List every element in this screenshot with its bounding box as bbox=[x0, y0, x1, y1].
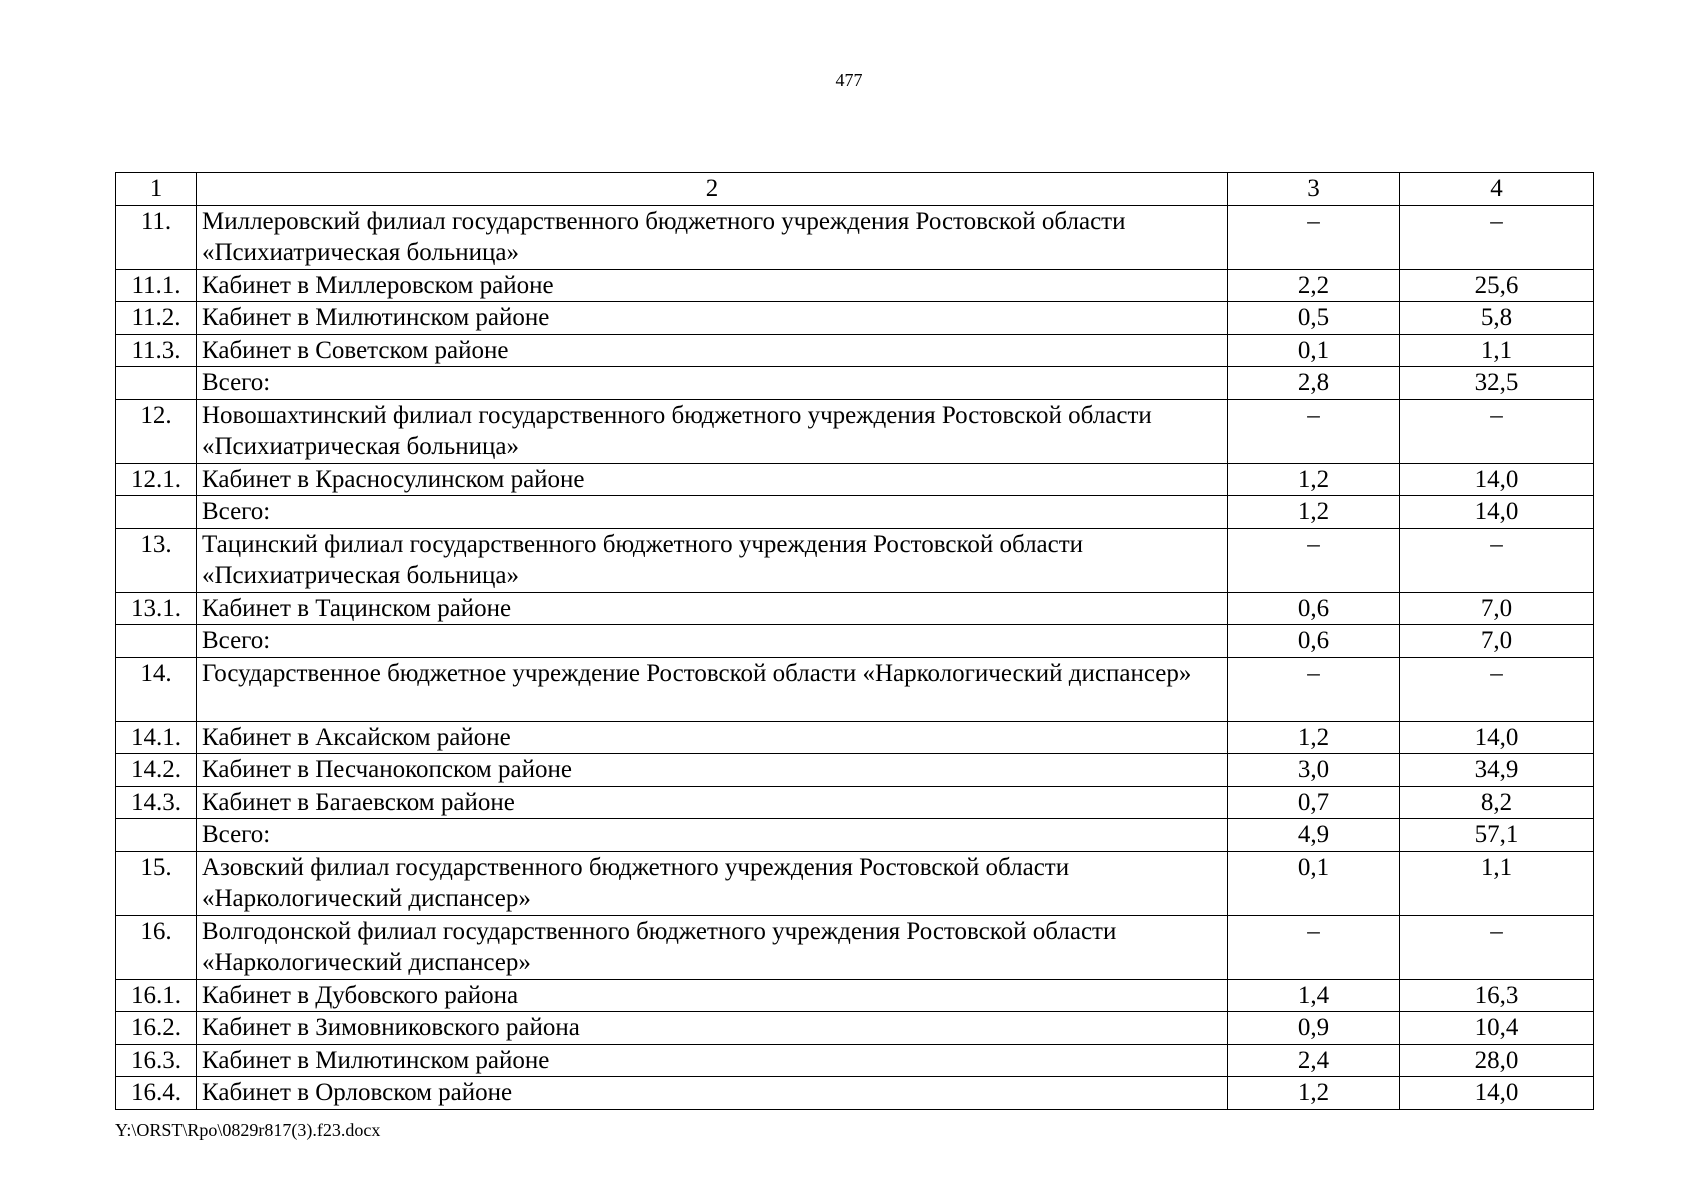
row-value-col3-cell: – bbox=[1228, 399, 1400, 463]
row-value-col4-cell: 25,6 bbox=[1400, 269, 1594, 302]
table-row bbox=[116, 1077, 1594, 1110]
table-row bbox=[116, 979, 1594, 1012]
row-value-col3-cell: 2,8 bbox=[1228, 367, 1400, 400]
row-number-cell: 16.2. bbox=[116, 1012, 197, 1045]
row-name-cell: Всего: bbox=[197, 819, 1228, 852]
header-cell-2: 2 bbox=[197, 173, 1228, 206]
row-value-col4-cell: 14,0 bbox=[1400, 463, 1594, 496]
table-row bbox=[116, 334, 1594, 367]
row-name-cell: Кабинет в Милютинском районе bbox=[197, 1044, 1228, 1077]
row-value-col4-cell: 7,0 bbox=[1400, 625, 1594, 658]
data-table bbox=[115, 172, 1594, 1110]
row-name-cell: Миллеровский филиал государственного бюджетного учреждения Ростовской области «Психиатрическая больница» bbox=[197, 205, 1228, 269]
table-row bbox=[116, 496, 1594, 529]
row-value-col3-cell: – bbox=[1228, 915, 1400, 979]
row-value-col3-cell: 2,2 bbox=[1228, 269, 1400, 302]
row-number-cell: 14.1. bbox=[116, 721, 197, 754]
table-row bbox=[116, 302, 1594, 335]
row-name-cell: Кабинет в Миллеровском районе bbox=[197, 269, 1228, 302]
table-body bbox=[116, 205, 1594, 1109]
table-row bbox=[116, 851, 1594, 915]
row-name-cell: Кабинет в Милютинском районе bbox=[197, 302, 1228, 335]
row-value-col4-cell: 14,0 bbox=[1400, 496, 1594, 529]
table-row bbox=[116, 786, 1594, 819]
row-number-cell: 12. bbox=[116, 399, 197, 463]
row-value-col3-cell: 2,4 bbox=[1228, 1044, 1400, 1077]
row-number-cell: 11.3. bbox=[116, 334, 197, 367]
row-number-cell: 16.4. bbox=[116, 1077, 197, 1110]
row-number-cell: 13. bbox=[116, 528, 197, 592]
row-name-cell: Волгодонской филиал государственного бюджетного учреждения Ростовской области «Наркологический диспансер» bbox=[197, 915, 1228, 979]
row-number-cell bbox=[116, 819, 197, 852]
row-value-col4-cell: 10,4 bbox=[1400, 1012, 1594, 1045]
row-name-cell: Всего: bbox=[197, 625, 1228, 658]
row-value-col3-cell: 0,1 bbox=[1228, 851, 1400, 915]
row-value-col3-cell: 4,9 bbox=[1228, 819, 1400, 852]
table-row bbox=[116, 463, 1594, 496]
row-value-col4-cell: 7,0 bbox=[1400, 592, 1594, 625]
row-number-cell: 16. bbox=[116, 915, 197, 979]
header-cell-3: 3 bbox=[1228, 173, 1400, 206]
row-value-col3-cell: 0,6 bbox=[1228, 592, 1400, 625]
row-value-col3-cell: 0,6 bbox=[1228, 625, 1400, 658]
row-number-cell: 15. bbox=[116, 851, 197, 915]
row-number-cell: 11.2. bbox=[116, 302, 197, 335]
row-value-col3-cell: 0,5 bbox=[1228, 302, 1400, 335]
row-number-cell: 14.2. bbox=[116, 754, 197, 787]
row-value-col4-cell: – bbox=[1400, 657, 1594, 721]
row-value-col4-cell: 14,0 bbox=[1400, 721, 1594, 754]
row-value-col4-cell: 14,0 bbox=[1400, 1077, 1594, 1110]
row-name-cell: Всего: bbox=[197, 496, 1228, 529]
row-value-col4-cell: – bbox=[1400, 205, 1594, 269]
table-row bbox=[116, 1012, 1594, 1045]
row-name-cell: Всего: bbox=[197, 367, 1228, 400]
row-value-col3-cell: 1,2 bbox=[1228, 463, 1400, 496]
row-name-cell: Кабинет в Дубовского района bbox=[197, 979, 1228, 1012]
table-header-row bbox=[116, 173, 1594, 206]
row-value-col3-cell: 1,2 bbox=[1228, 721, 1400, 754]
row-number-cell: 11. bbox=[116, 205, 197, 269]
table-row bbox=[116, 205, 1594, 269]
row-name-cell: Кабинет в Орловском районе bbox=[197, 1077, 1228, 1110]
row-name-cell: Тацинский филиал государственного бюджетного учреждения Ростовской области «Психиатрическая больница» bbox=[197, 528, 1228, 592]
row-value-col3-cell: – bbox=[1228, 205, 1400, 269]
row-number-cell: 13.1. bbox=[116, 592, 197, 625]
row-number-cell bbox=[116, 625, 197, 658]
row-name-cell: Новошахтинский филиал государственного бюджетного учреждения Ростовской области «Психиатрическая больница» bbox=[197, 399, 1228, 463]
table-row bbox=[116, 269, 1594, 302]
row-name-cell: Кабинет в Аксайском районе bbox=[197, 721, 1228, 754]
row-value-col4-cell: – bbox=[1400, 915, 1594, 979]
table-row bbox=[116, 915, 1594, 979]
table-row bbox=[116, 657, 1594, 721]
row-value-col4-cell: 5,8 bbox=[1400, 302, 1594, 335]
table-row bbox=[116, 721, 1594, 754]
row-name-cell: Кабинет в Багаевском районе bbox=[197, 786, 1228, 819]
row-value-col3-cell: 1,2 bbox=[1228, 1077, 1400, 1110]
row-name-cell: Кабинет в Советском районе bbox=[197, 334, 1228, 367]
row-value-col4-cell: 1,1 bbox=[1400, 334, 1594, 367]
row-value-col3-cell: 0,9 bbox=[1228, 1012, 1400, 1045]
header-cell-4: 4 bbox=[1400, 173, 1594, 206]
header-cell-1: 1 bbox=[116, 173, 197, 206]
table-row bbox=[116, 399, 1594, 463]
table-row bbox=[116, 625, 1594, 658]
table-row bbox=[116, 1044, 1594, 1077]
row-name-cell: Кабинет в Песчанокопском районе bbox=[197, 754, 1228, 787]
row-value-col3-cell: 1,4 bbox=[1228, 979, 1400, 1012]
row-name-cell: Кабинет в Тацинском районе bbox=[197, 592, 1228, 625]
row-number-cell: 14. bbox=[116, 657, 197, 721]
row-value-col3-cell: – bbox=[1228, 657, 1400, 721]
row-name-cell: Государственное бюджетное учреждение Ростовской области «Наркологический диспансер» bbox=[197, 657, 1228, 721]
row-number-cell: 14.3. bbox=[116, 786, 197, 819]
row-number-cell: 11.1. bbox=[116, 269, 197, 302]
table-row bbox=[116, 528, 1594, 592]
table-row bbox=[116, 592, 1594, 625]
row-number-cell bbox=[116, 367, 197, 400]
table-row bbox=[116, 819, 1594, 852]
row-name-cell: Азовский филиал государственного бюджетного учреждения Ростовской области «Наркологический диспансер» bbox=[197, 851, 1228, 915]
row-value-col4-cell: – bbox=[1400, 528, 1594, 592]
row-number-cell bbox=[116, 496, 197, 529]
row-value-col3-cell: – bbox=[1228, 528, 1400, 592]
row-number-cell: 16.1. bbox=[116, 979, 197, 1012]
row-number-cell: 16.3. bbox=[116, 1044, 197, 1077]
page-number: 477 bbox=[835, 70, 863, 90]
row-value-col4-cell: – bbox=[1400, 399, 1594, 463]
row-name-cell: Кабинет в Зимовниковского района bbox=[197, 1012, 1228, 1045]
row-number-cell: 12.1. bbox=[116, 463, 197, 496]
row-value-col3-cell: 1,2 bbox=[1228, 496, 1400, 529]
row-value-col4-cell: 32,5 bbox=[1400, 367, 1594, 400]
row-name-cell: Кабинет в Красносулинском районе bbox=[197, 463, 1228, 496]
footer-file-path: Y:\ORST\Rpo\0829r817(3).f23.docx bbox=[115, 1120, 381, 1140]
row-value-col4-cell: 28,0 bbox=[1400, 1044, 1594, 1077]
table-row bbox=[116, 754, 1594, 787]
row-value-col4-cell: 1,1 bbox=[1400, 851, 1594, 915]
row-value-col3-cell: 3,0 bbox=[1228, 754, 1400, 787]
row-value-col4-cell: 16,3 bbox=[1400, 979, 1594, 1012]
row-value-col3-cell: 0,1 bbox=[1228, 334, 1400, 367]
table-row bbox=[116, 367, 1594, 400]
row-value-col4-cell: 57,1 bbox=[1400, 819, 1594, 852]
row-value-col4-cell: 34,9 bbox=[1400, 754, 1594, 787]
row-value-col4-cell: 8,2 bbox=[1400, 786, 1594, 819]
row-value-col3-cell: 0,7 bbox=[1228, 786, 1400, 819]
